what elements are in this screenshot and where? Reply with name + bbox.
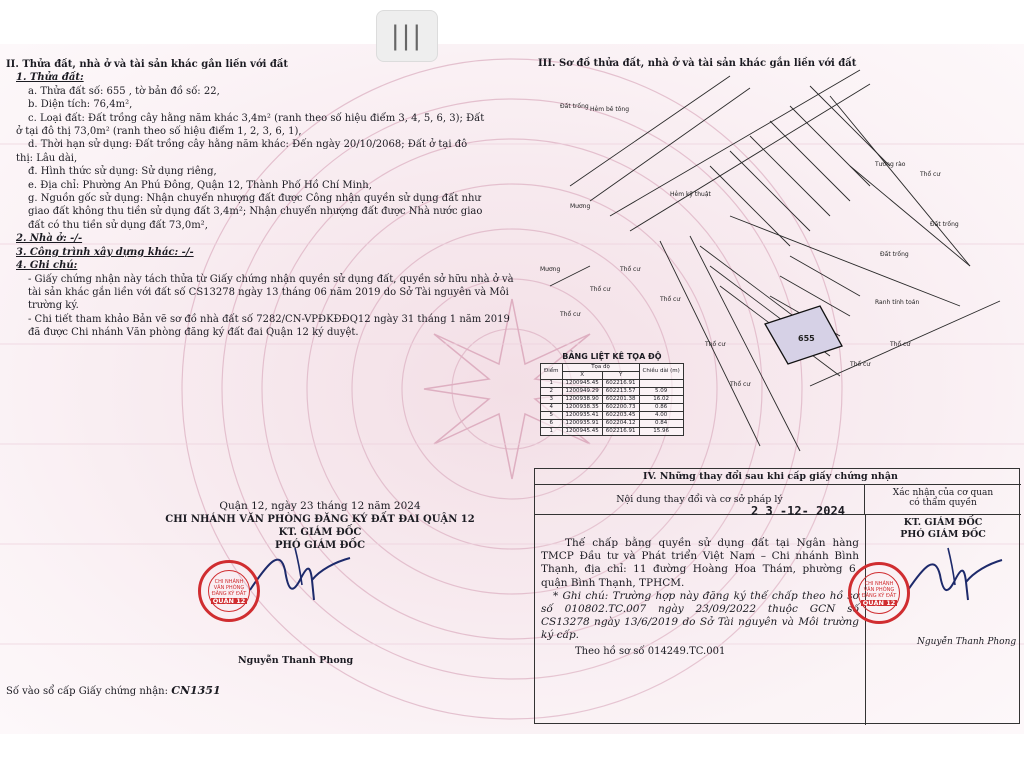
parcel-number-label: 655 bbox=[798, 334, 815, 343]
seal-text: ĐĂNG KÝ ĐẤT bbox=[211, 590, 247, 597]
coordinate-table bbox=[540, 352, 684, 436]
cell: 1200938.90 bbox=[562, 396, 602, 404]
table-row bbox=[541, 388, 684, 396]
cell: 0.86 bbox=[639, 404, 683, 412]
mortgage-text: Thế chấp bằng quyền sử dụng đất tại Ngân hàng TMCP Đầu tư và Phát triển Việt Nam – Chi nhánh Bình Thạnh, địa chỉ: 11 đường Hoàng Hoa Thám, phường 6, quận Bình Thạnh, TPHCM. bbox=[541, 537, 859, 589]
map-label: Thổ cư bbox=[730, 381, 751, 388]
cell: 0.84 bbox=[639, 420, 683, 428]
duration-line: d. Thời hạn sử dụng: Đất trồng cây hằng năm khác: Đến ngày 20/10/2068; Đất ở tại đô bbox=[28, 139, 468, 151]
cell: 1200938.35 bbox=[562, 404, 602, 412]
confirm-header-line1: Xác nhận của cơ quan bbox=[892, 488, 994, 498]
col-y: Y bbox=[602, 372, 639, 380]
mortgage-note: * Ghi chú: Trường hợp này đăng ký thế chấp theo hồ sơ số 010802.TC.007 ngày 23/09/2022 thuộc GCN số CS13278 ngày 13/6/2019 do Sở Tài nguyên và Môi trường ký cấp. bbox=[541, 589, 859, 642]
cell: 3 bbox=[541, 396, 563, 404]
seal-text: VĂN PHÒNG bbox=[213, 584, 245, 591]
cell: 602200.73 bbox=[602, 404, 639, 412]
changes-content bbox=[541, 504, 859, 658]
deputy-director: PHÓ GIÁM ĐỐC bbox=[274, 540, 366, 551]
certificate-number-label: Số vào sổ cấp Giấy chứng nhận: bbox=[6, 686, 168, 697]
seal-text: VĂN PHÒNG bbox=[863, 586, 895, 593]
map-label: Thổ cư bbox=[705, 341, 726, 348]
table-row bbox=[541, 420, 684, 428]
table-row bbox=[541, 404, 684, 412]
issue-date: Quận 12, ngày 23 tháng 12 năm 2024 bbox=[219, 500, 421, 512]
cell: 5 bbox=[541, 412, 563, 420]
left-handwritten-signature bbox=[240, 540, 370, 610]
map-label: Đất trống bbox=[880, 251, 909, 258]
map-label: Mương bbox=[570, 203, 591, 210]
kt-director: KT. GIÁM ĐỐC bbox=[278, 527, 362, 538]
cell: 1200945.45 bbox=[562, 380, 602, 388]
cell: 2 bbox=[541, 388, 563, 396]
cell: 15.96 bbox=[639, 428, 683, 436]
cell: 1 bbox=[541, 428, 563, 436]
cell: 1200949.29 bbox=[562, 388, 602, 396]
right-kt-director: KT. GIÁM ĐỐC bbox=[903, 517, 983, 528]
duration-line-cont: thị: Lâu dài, bbox=[16, 152, 78, 164]
cell: 4 bbox=[541, 404, 563, 412]
construction-heading: 3. Công trình xây dựng khác: -/- bbox=[16, 246, 194, 258]
seal-district: QUẬN 12 bbox=[862, 598, 896, 607]
cell: 4.00 bbox=[639, 412, 683, 420]
house-heading: 2. Nhà ở: -/- bbox=[16, 233, 83, 245]
map-label: Thổ cư bbox=[890, 341, 911, 348]
map-label: Đất trống bbox=[930, 221, 959, 228]
col-point: Điểm bbox=[541, 364, 563, 380]
map-label: Thổ cư bbox=[850, 361, 871, 368]
right-signer-name: Nguyễn Thanh Phong bbox=[917, 637, 1017, 647]
changes-confirm-header bbox=[865, 485, 1021, 515]
section-iii-title: III. Sơ đồ thửa đất, nhà ở và tài sản khác gắn liền với đất bbox=[538, 58, 857, 69]
file-reference: Theo hồ sơ số 014249.TC.001 bbox=[575, 645, 726, 657]
cell: 1200935.91 bbox=[562, 420, 602, 428]
cell: 602204.12 bbox=[602, 420, 639, 428]
table-row bbox=[541, 412, 684, 420]
map-label: Thổ cư bbox=[660, 296, 681, 303]
table-row bbox=[541, 396, 684, 404]
notes-heading: 4. Ghi chú: bbox=[16, 260, 78, 272]
cell: 6 bbox=[541, 420, 563, 428]
land-type-line-cont: ở tại đô thị 73,0m² (ranh theo số hiệu điểm 1, 2, 3, 6, 1), bbox=[16, 126, 302, 138]
note-1: - Giấy chứng nhận này tách thửa từ Giấy chứng nhận quyền sử dụng đất, quyền sở hữu nhà ở và tài sản khác gắn liền với đất số CS13278 ngày 13 tháng 06 năm 2019 do Sở Tài nguyên và Môi trường ký. bbox=[28, 273, 514, 312]
map-label: Hẻm bê tông bbox=[590, 106, 629, 113]
right-handwritten-signature bbox=[900, 540, 1010, 610]
cell: 5.09 bbox=[639, 388, 683, 396]
land-parcel-heading: 1. Thửa đất: bbox=[16, 72, 84, 84]
seal-text: ĐĂNG KÝ ĐẤT bbox=[861, 592, 897, 599]
origin-line-2: giao đất không thu tiền sử dụng đất 3,4m²; Nhận chuyển nhượng đất được Nhà nước giao bbox=[28, 206, 483, 218]
cell: 602203.45 bbox=[602, 412, 639, 420]
col-length: Chiều dài (m) bbox=[639, 364, 683, 380]
map-label: Tường rào bbox=[875, 161, 906, 168]
cell bbox=[639, 380, 683, 388]
confirm-header-line2: có thẩm quyền bbox=[909, 498, 977, 508]
right-red-seal bbox=[848, 562, 910, 624]
map-label: Đất trống bbox=[560, 103, 589, 110]
seal-district: QUẬN 12 bbox=[212, 596, 246, 605]
coordinate-table-title: BẢNG LIỆT KÊ TỌA ĐỘ bbox=[562, 352, 662, 361]
map-label: Hẻm kỹ thuật bbox=[670, 191, 711, 198]
map-label: Mương bbox=[540, 266, 561, 273]
seal-text: CHI NHÁNH bbox=[864, 580, 894, 587]
table-row bbox=[541, 428, 684, 436]
changes-content-header: Nội dung thay đổi và cơ sở pháp lý bbox=[535, 485, 865, 515]
left-red-seal bbox=[198, 560, 260, 622]
parcel-number-line: a. Thửa đất số: 655 , tờ bản đồ số: 22, bbox=[28, 85, 220, 97]
issuing-office: CHI NHÁNH VĂN PHÒNG ĐĂNG KÝ ĐẤT ĐAI QUẬN 12 bbox=[165, 514, 475, 525]
usage-form-line: đ. Hình thức sử dụng: Sử dụng riêng, bbox=[28, 166, 217, 178]
map-label: Ranh tính toán bbox=[875, 299, 920, 306]
cell: 16.02 bbox=[639, 396, 683, 404]
land-type-line: c. Loại đất: Đất trồng cây hằng năm khác 3,4m² (ranh theo số hiệu điểm 3, 4, 5, 6, 3); Đất bbox=[28, 112, 485, 124]
seal-text: CHI NHÁNH bbox=[214, 578, 244, 585]
certificate-number-value: CN1351 bbox=[171, 684, 221, 697]
certificate-number bbox=[6, 684, 221, 697]
section-ii-title: II. Thửa đất, nhà ở và tài sản khác gắn liền với đất bbox=[6, 59, 289, 70]
origin-line-3: đất có thu tiền sử dụng đất 73,0m², bbox=[28, 219, 208, 231]
map-label: Thổ cư bbox=[920, 171, 941, 178]
note-2: - Chi tiết tham khảo Bản vẽ sơ đồ nhà đất số 7282/CN-VPĐKĐĐQ12 ngày 31 tháng 1 năm 2019 đã được Chi nhánh Văn phòng đăng ký đất đai Quận 12 ký duyệt. bbox=[28, 313, 510, 339]
left-signer-name: Nguyễn Thanh Phong bbox=[238, 655, 354, 666]
drag-handle[interactable]: ||| bbox=[376, 10, 438, 62]
cell: 1200935.41 bbox=[562, 412, 602, 420]
right-deputy-director: PHÓ GIÁM ĐỐC bbox=[900, 529, 986, 540]
cell: 1 bbox=[541, 380, 563, 388]
col-coords: Tọa độ bbox=[562, 364, 639, 372]
col-x: X bbox=[562, 372, 602, 380]
cell: 1200945.45 bbox=[562, 428, 602, 436]
section-iv-title: IV. Những thay đổi sau khi cấp giấy chứng nhận bbox=[535, 469, 1021, 485]
cell: 602213.57 bbox=[602, 388, 639, 396]
address-line: e. Địa chỉ: Phường An Phú Đông, Quận 12, Thành Phố Hồ Chí Minh, bbox=[28, 179, 372, 191]
change-date-stamp: 2 3 -12- 2024 bbox=[751, 504, 845, 518]
origin-line: g. Nguồn gốc sử dụng: Nhận chuyển nhượng đất được Công nhận quyền sử dụng đất như bbox=[28, 193, 481, 205]
map-label: Thổ cư bbox=[590, 286, 611, 293]
right-signature-title bbox=[865, 517, 1021, 541]
map-label: Thổ cư bbox=[560, 311, 581, 318]
cell: 602216.91 bbox=[602, 380, 639, 388]
table-row bbox=[541, 380, 684, 388]
area-line: b. Diện tích: 76,4m², bbox=[28, 99, 133, 111]
map-label: Thổ cư bbox=[620, 266, 641, 273]
section-ii bbox=[6, 58, 521, 340]
cell: 602201.38 bbox=[602, 396, 639, 404]
cell: 602216.91 bbox=[602, 428, 639, 436]
